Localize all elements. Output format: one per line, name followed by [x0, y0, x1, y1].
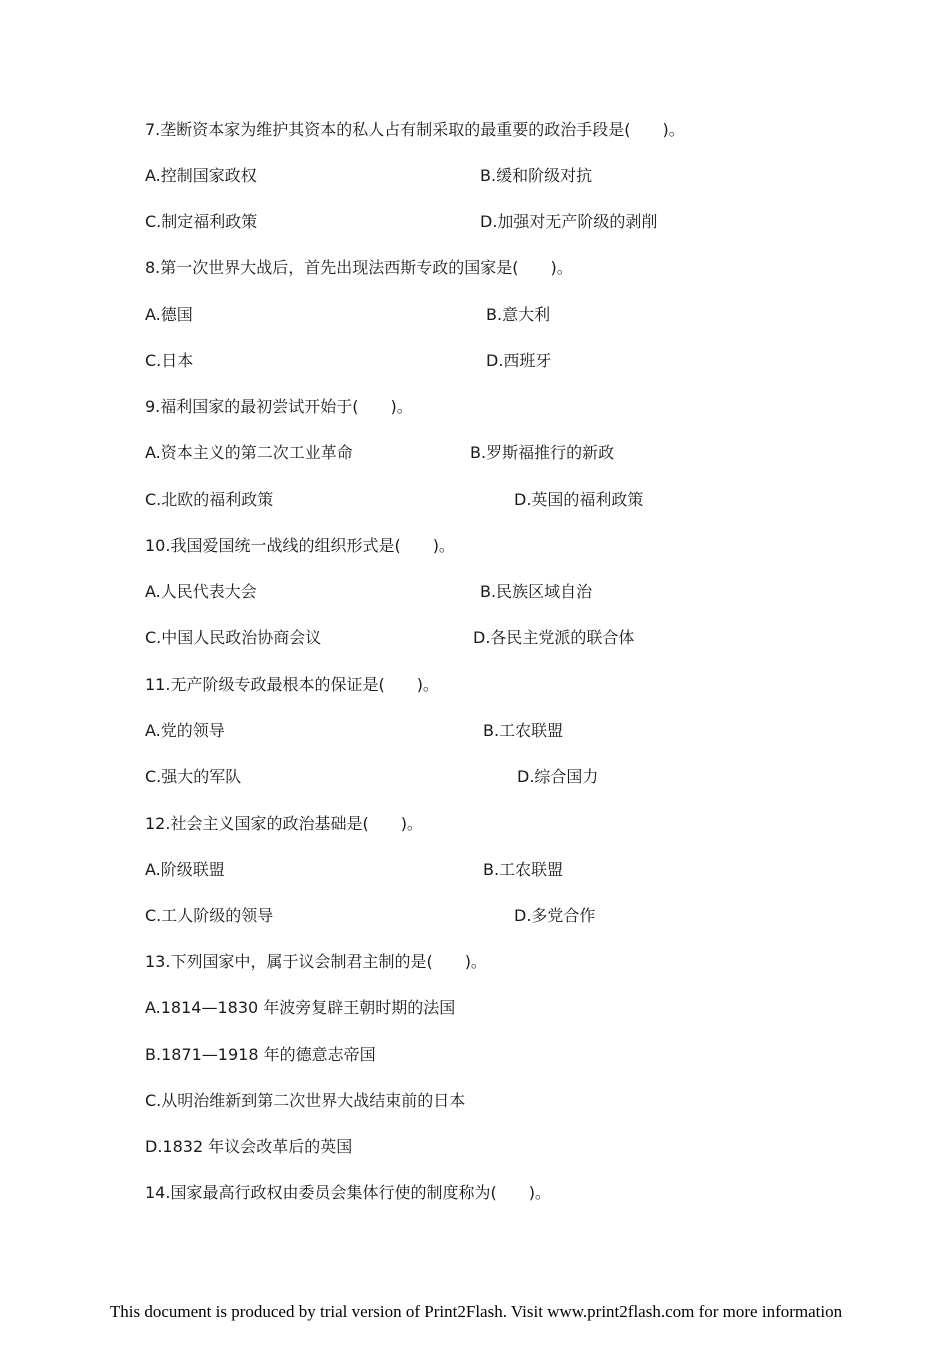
question-7-option-c: C.制定福利政策	[145, 212, 258, 231]
question-12-stem: 12.社会主义国家的政治基础是( )。	[145, 814, 423, 833]
question-7-stem: 7.垄断资本家为维护其资本的私人占有制采取的最重要的政治手段是( )。	[145, 120, 685, 139]
question-7-option-a: A.控制国家政权	[145, 166, 257, 185]
question-10-option-d: D.各民主党派的联合体	[473, 628, 635, 647]
question-14-stem: 14.国家最高行政权由委员会集体行使的制度称为( )。	[145, 1183, 551, 1202]
question-13-option-c: C.从明治维新到第二次世界大战结束前的日本	[145, 1091, 466, 1110]
question-9-option-d: D.英国的福利政策	[514, 490, 644, 509]
question-7-option-d: D.加强对无产阶级的剥削	[480, 212, 658, 231]
question-10-stem: 10.我国爱国统一战线的组织形式是( )。	[145, 536, 455, 555]
question-8-option-d: D.西班牙	[486, 351, 552, 370]
question-11-option-d: D.综合国力	[517, 767, 599, 786]
question-8-option-b: B.意大利	[486, 305, 551, 324]
question-10-option-b: B.民族区域自治	[480, 582, 593, 601]
question-12-option-b: B.工农联盟	[483, 860, 564, 879]
question-8-option-c: C.日本	[145, 351, 194, 370]
question-8-stem: 8.第一次世界大战后，首先出现法西斯专政的国家是( )。	[145, 258, 573, 277]
question-11-option-a: A.党的领导	[145, 721, 225, 740]
question-7-option-b: B.缓和阶级对抗	[480, 166, 593, 185]
question-13-option-b: B.1871—1918 年的德意志帝国	[145, 1045, 376, 1064]
question-9-option-c: C.北欧的福利政策	[145, 490, 274, 509]
question-13-option-d: D.1832 年议会改革后的英国	[145, 1137, 353, 1156]
question-11-option-c: C.强大的军队	[145, 767, 242, 786]
question-9-stem: 9.福利国家的最初尝试开始于( )。	[145, 397, 413, 416]
question-13-option-a: A.1814—1830 年波旁复辟王朝时期的法国	[145, 998, 456, 1017]
question-13-stem: 13.下列国家中，属于议会制君主制的是( )。	[145, 952, 487, 971]
question-9-option-b: B.罗斯福推行的新政	[470, 443, 615, 462]
question-12-option-a: A.阶级联盟	[145, 860, 225, 879]
question-10-option-a: A.人民代表大会	[145, 582, 257, 601]
question-12-option-c: C.工人阶级的领导	[145, 906, 274, 925]
question-11-option-b: B.工农联盟	[483, 721, 564, 740]
trial-version-footer: This document is produced by trial version of Print2Flash. Visit www.print2flash.com for more information	[109, 1302, 843, 1321]
question-8-option-a: A.德国	[145, 305, 193, 324]
question-12-option-d: D.多党合作	[514, 906, 596, 925]
question-10-option-c: C.中国人民政治协商会议	[145, 628, 322, 647]
question-9-option-a: A.资本主义的第二次工业革命	[145, 443, 353, 462]
question-11-stem: 11.无产阶级专政最根本的保证是( )。	[145, 675, 439, 694]
